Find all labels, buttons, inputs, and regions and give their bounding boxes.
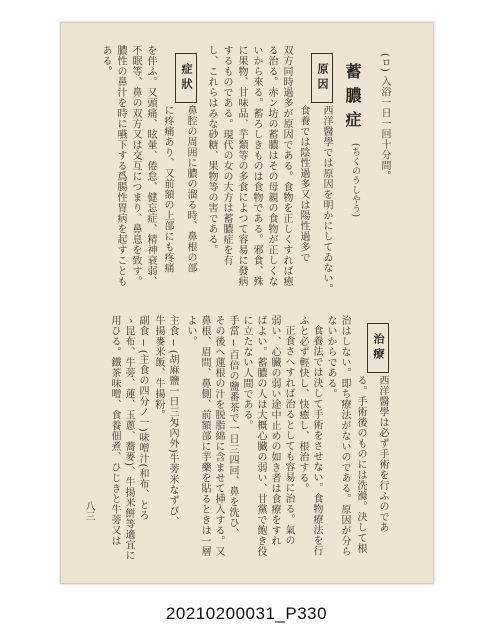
section-title-reading: (ちくのうしやう) bbox=[350, 143, 360, 218]
symptom-line: 鼻腔の周囲に膿の溜る時、鼻根の部 bbox=[185, 105, 196, 273]
cause-line: に果物、甘味品、芋類等の多食によつて容易に發病 bbox=[236, 45, 247, 287]
treatment-line: に立たない人間である。 bbox=[241, 315, 252, 431]
cause-line: 食養では陰性過多又は陽性過多で bbox=[298, 105, 309, 263]
treatment-line: 牛揚麥米飯、牛揚粉。 bbox=[153, 315, 164, 420]
cause-heading: 原因 bbox=[311, 53, 333, 103]
treatment-line: 正食さへすれば治るとしても容易に治る。氣の bbox=[283, 325, 294, 546]
cause-line: し、これらはみな砂糖、果物等の害である。 bbox=[206, 45, 217, 255]
treatment-line: 治はしない。即ち療法がないのである。原因が分ら bbox=[339, 315, 350, 557]
document-page bbox=[60, 22, 434, 584]
treatment-line: 用ひる。鐵茶味噌、食養佃煮、ひじきと牛蒡又は bbox=[109, 315, 120, 546]
treatment-line: 西洋醫學は必ず手術を行ふのであ bbox=[377, 375, 388, 533]
cause-line: 西洋醫學では原因を明かにしてゐない。 bbox=[321, 105, 332, 294]
treatment-line: ふと必ず輕快し、快癒し、根治する。 bbox=[297, 315, 308, 494]
cause-line: る治る。赤ン坊の蓄膿はその母親の食物が正しくな bbox=[266, 45, 277, 287]
image-caption: 20210200031_P330 bbox=[165, 604, 328, 623]
cause-line: いから來る。蓄ろしきものは食物である。邪食、殊 bbox=[251, 45, 262, 287]
symptom-line: ある。 bbox=[100, 45, 111, 77]
section-title: 蓄膿症 bbox=[343, 63, 362, 135]
treatment-line: 弱い、心臓の弱い途中止めの如き者は食療をすれ bbox=[269, 315, 280, 546]
cause-line: 双方同時過多が原因である。食物を正しくすれば癒 bbox=[281, 45, 292, 287]
treatment-line: 鼻根、眉間、鼻側、前額部に芋藥を貼るときは一層 bbox=[199, 315, 210, 557]
symptom-heading: 症狀 bbox=[175, 53, 197, 103]
symptom-line: 膿性の鼻汁を時に嚥下する爲腸性胃病を起すことも bbox=[115, 45, 126, 287]
treatment-line: ゝ昆布、牛蒡、蓮、玉蔥、蕎麥)、牛揚米餅等適宜に bbox=[123, 315, 134, 561]
treatment-line: ないからである。 bbox=[325, 315, 336, 399]
treatment-line: その後へ蓮根の汁を脱脂綿に含ませて挿入する。又 bbox=[213, 315, 224, 557]
treatment-line: 食養法では決して手術をさせない。食物療法を行 bbox=[311, 325, 322, 556]
page-number: 八三 bbox=[83, 501, 94, 521]
symptom-line: 不眠等、鼻の双方又は交互につまり、鼻息を致す。 bbox=[130, 45, 141, 287]
treatment-line: よい。 bbox=[185, 315, 196, 347]
symptom-line: を伴ふ。又頭痛、眩暈、倦怠、健忘症、精神衰弱、 bbox=[145, 45, 156, 287]
treatment-line: 手當 ─ 百倍の鹽番茶で一日三四回、鼻を洗ひ、 bbox=[227, 315, 238, 539]
treatment-line: る。手術後のものには洗滌。決して根 bbox=[355, 375, 366, 554]
treatment-heading: 治療 bbox=[367, 323, 389, 373]
cause-line: するものである。現代の女の大方は蓄膿症を有 bbox=[221, 45, 232, 266]
treatment-line: 主食 ─ (胡麻鹽一日三匁內外)牛蒡米なずび、 bbox=[167, 315, 178, 527]
treatment-line: ばよい。蓄膿の人は大概心臓の弱い、甘黨で飽き役 bbox=[255, 315, 266, 557]
treatment-line: 副食 ─ (主食の四分ノ一)味噌汁(和布、とろ bbox=[137, 315, 148, 521]
symptom-line: に疼痛あり、又前額の上部にも疼痛 bbox=[162, 105, 173, 273]
intro-line: (ロ) 入浴一日一回十分間。 bbox=[379, 53, 390, 181]
